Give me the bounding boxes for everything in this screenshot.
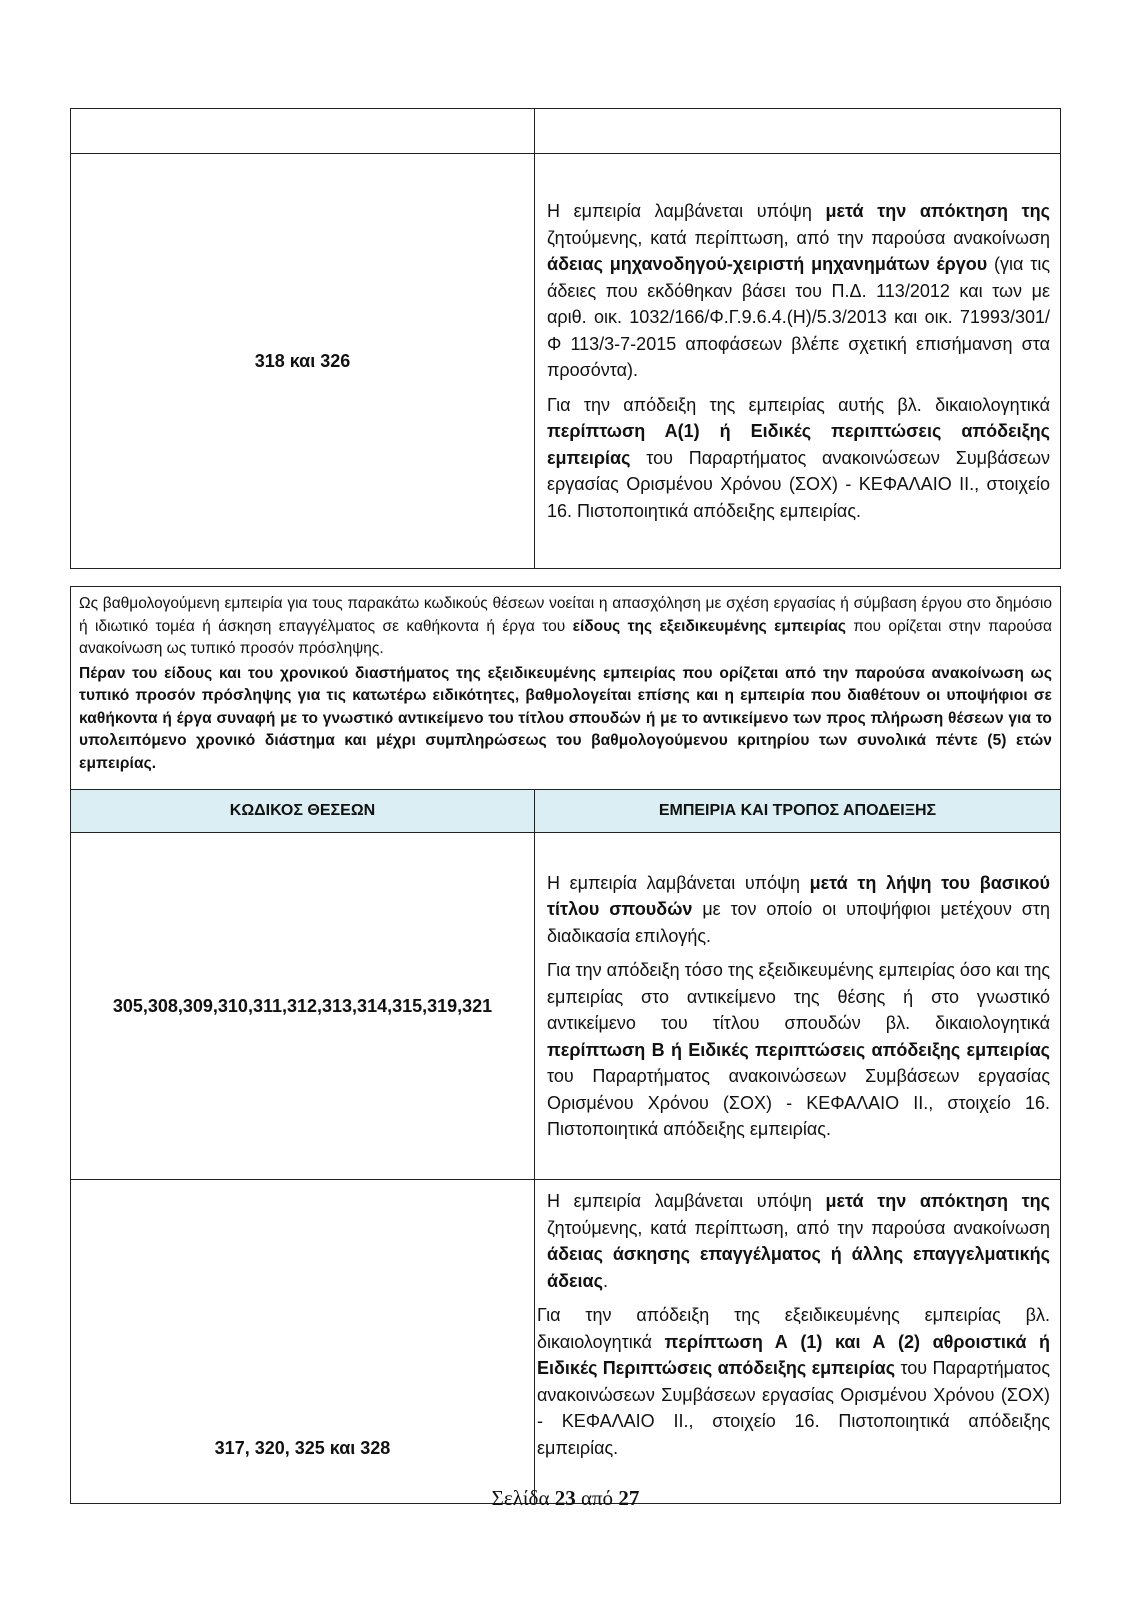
text: Ως βαθμολογούμενη εμπειρία για τους παρακάτω κωδικούς θέσεων νοείται η απασχόληση με σχέση εργασίας ή σύμβαση έργου στο δημόσιο ή ιδιωτικό τομέα ή άσκηση επαγγέλματος σε καθήκοντα ή έργα του (79, 595, 1052, 635)
text: του Παραρτήματος ανακοινώσεων Συμβάσεων εργασίας Ορισμένου Χρόνου (ΣΟΧ) - ΚΕΦΑΛΑΙΟ ΙΙ., στοιχείο 16. Πιστοποιητικά απόδειξης εμπειρίας. (547, 447, 1050, 521)
intro-cell (71, 587, 1061, 790)
table-row (71, 1180, 1061, 1504)
page-footer (0, 1486, 1131, 1511)
bold-text: μετά την απόκτηση της (825, 1191, 1050, 1211)
text: Για την απόδειξη της εμπειρίας αυτής βλ. δικαιολογητικά (547, 394, 1050, 415)
header-experience: ΕΜΠΕΙΡΙΑ ΚΑΙ ΤΡΟΠΟΣ ΑΠΟΔΕΙΞΗΣ (535, 790, 1061, 833)
footer-prefix: Σελίδα (491, 1486, 550, 1510)
text: Για την απόδειξη τόσο της εξειδικευμένης εμπειρίας όσο και της εμπειρίας στο αντικείμενο της θέσης ή στο γνωστικό αντικείμενο του τίτλου σπουδών βλ. δικαιολογητικά (547, 960, 1051, 1033)
empty-cell-right (535, 109, 1061, 154)
bold-text: είδους της εξειδικευμένης εμπειρίας (572, 617, 846, 635)
experience-proof (547, 957, 1050, 1143)
bold-text: μετά την απόκτηση της (825, 201, 1050, 221)
intro-row (71, 587, 1061, 790)
footer-page-number: 23 (554, 1486, 576, 1510)
empty-row (71, 109, 1061, 154)
header-row (71, 790, 1061, 833)
table-row (71, 833, 1061, 1180)
footer-middle: από (580, 1486, 614, 1510)
header-codes: ΚΩΔΙΚΟΣ ΘΕΣΕΩΝ (71, 790, 535, 833)
intro-paragraph (79, 593, 1052, 661)
intro-bold-paragraph: Πέραν του είδους και του χρονικού διαστήματος της εξειδικευμένης εμπειρίας που ορίζεται από την παρούσα ανακοίνωση ως τυπικό προσόν πρόσληψης για τις κατωτέρω ειδικότητες, βαθμολογείται επίσης και η εμπειρία που διαθέτουν οι υποψήφιοι σε καθήκοντα ή έργα συναφή με το γνωστικό αντικείμενο του τίτλου σπουδών ή με το αντικείμενο των προς πλήρωση θέσεων για το υπολειπόμενο χρονικό διάστημα και μέχρι συμπληρώσεως του βαθμολογούμενου κριτηρίου των συνολικά πέντε (5) ετών εμπειρίας. (79, 664, 1052, 772)
experience-proof (547, 392, 1050, 525)
experience-condition (537, 1188, 1050, 1294)
text: με τον οποίο οι υποψήφιοι μετέχουν στη διαδικασία επιλογής. (547, 899, 1050, 946)
experience-description (535, 833, 1061, 1180)
text: ζητούμενης, κατά περίπτωση, από την παρούσα ανακοίνωση (547, 227, 1050, 248)
bold-text: άδειας άσκησης επαγγέλματος ή άλλης επαγγελματικής άδειας (547, 1244, 1050, 1291)
bold-text: άδειας μηχανοδηγού-χειριστή μηχανημάτων έργου (547, 254, 988, 274)
experience-description (535, 1180, 1061, 1504)
text: Για την απόδειξη της εξειδικευμένης εμπειρίας βλ. δικαιολογητικά (537, 1305, 1050, 1352)
empty-cell-left (71, 109, 535, 154)
experience-condition (547, 870, 1050, 950)
table-row (71, 154, 1061, 569)
position-codes: 317, 320, 325 και 328 (71, 1180, 535, 1504)
text: . (602, 1270, 608, 1291)
text: του Παραρτήματος ανακοινώσεων Συμβάσεων εργασίας Ορισμένου Χρόνου (ΣΟΧ) - ΚΕΦΑΛΑΙΟ ΙΙ., στοιχείο 16. Πιστοποιητικά απόδειξης εμπειρίας. (547, 1066, 1050, 1139)
continuation-table (70, 108, 1061, 569)
experience-condition (547, 198, 1050, 384)
bold-text: περίπτωση Α(1) ή Ειδικές περιπτώσεις απόδειξης εμπειρίας (547, 421, 1050, 468)
bold-text: μετά τη λήψη του βασικού τίτλου σπουδών (547, 872, 1050, 919)
text: που ορίζεται στην παρούσα ανακοίνωση ως τυπικό προσόν πρόσληψης. (79, 617, 1052, 657)
text: (για τις άδειες που εκδόθηκαν βάσει του Π.Δ. 113/2012 και των με αριθ. οικ. 1032/166/Φ.Γ.9.6.4.(Η)/5.3/2013 και οικ. 71993/301/Φ 113/3-7-2015 αποφάσεων βλέπε σχετική επισήμανση στα προσόντα). (547, 254, 1051, 380)
text: ζητούμενης, κατά περίπτωση, από την παρούσα ανακοίνωση (547, 1217, 1050, 1238)
text: Η εμπειρία λαμβάνεται υπόψη (547, 1191, 826, 1211)
text: Η εμπειρία λαμβάνεται υπόψη (547, 872, 810, 893)
experience-table (70, 586, 1061, 1504)
experience-description (535, 154, 1061, 569)
position-codes: 318 και 326 (71, 154, 535, 569)
text: του Παραρτήματος ανακοινώσεων Συμβάσεων εργασίας Ορισμένου Χρόνου (ΣΟΧ) - ΚΕΦΑΛΑΙΟ ΙΙ., στοιχείο 16. Πιστοποιητικά απόδειξης εμπειρίας. (537, 1358, 1050, 1458)
bold-text: περίπτωση Β ή Ειδικές περιπτώσεις απόδειξης εμπειρίας (547, 1039, 1050, 1060)
position-codes: 305,308,309,310,311,312,313,314,315,319,321 (71, 833, 535, 1180)
footer-total-pages: 27 (618, 1486, 640, 1510)
text: Η εμπειρία λαμβάνεται υπόψη (547, 201, 826, 221)
experience-proof (537, 1302, 1050, 1461)
bold-text: περίπτωση Α (1) και Α (2) αθροιστικά ή Ειδικές Περιπτώσεις απόδειξης εμπειρίας (537, 1331, 1050, 1378)
